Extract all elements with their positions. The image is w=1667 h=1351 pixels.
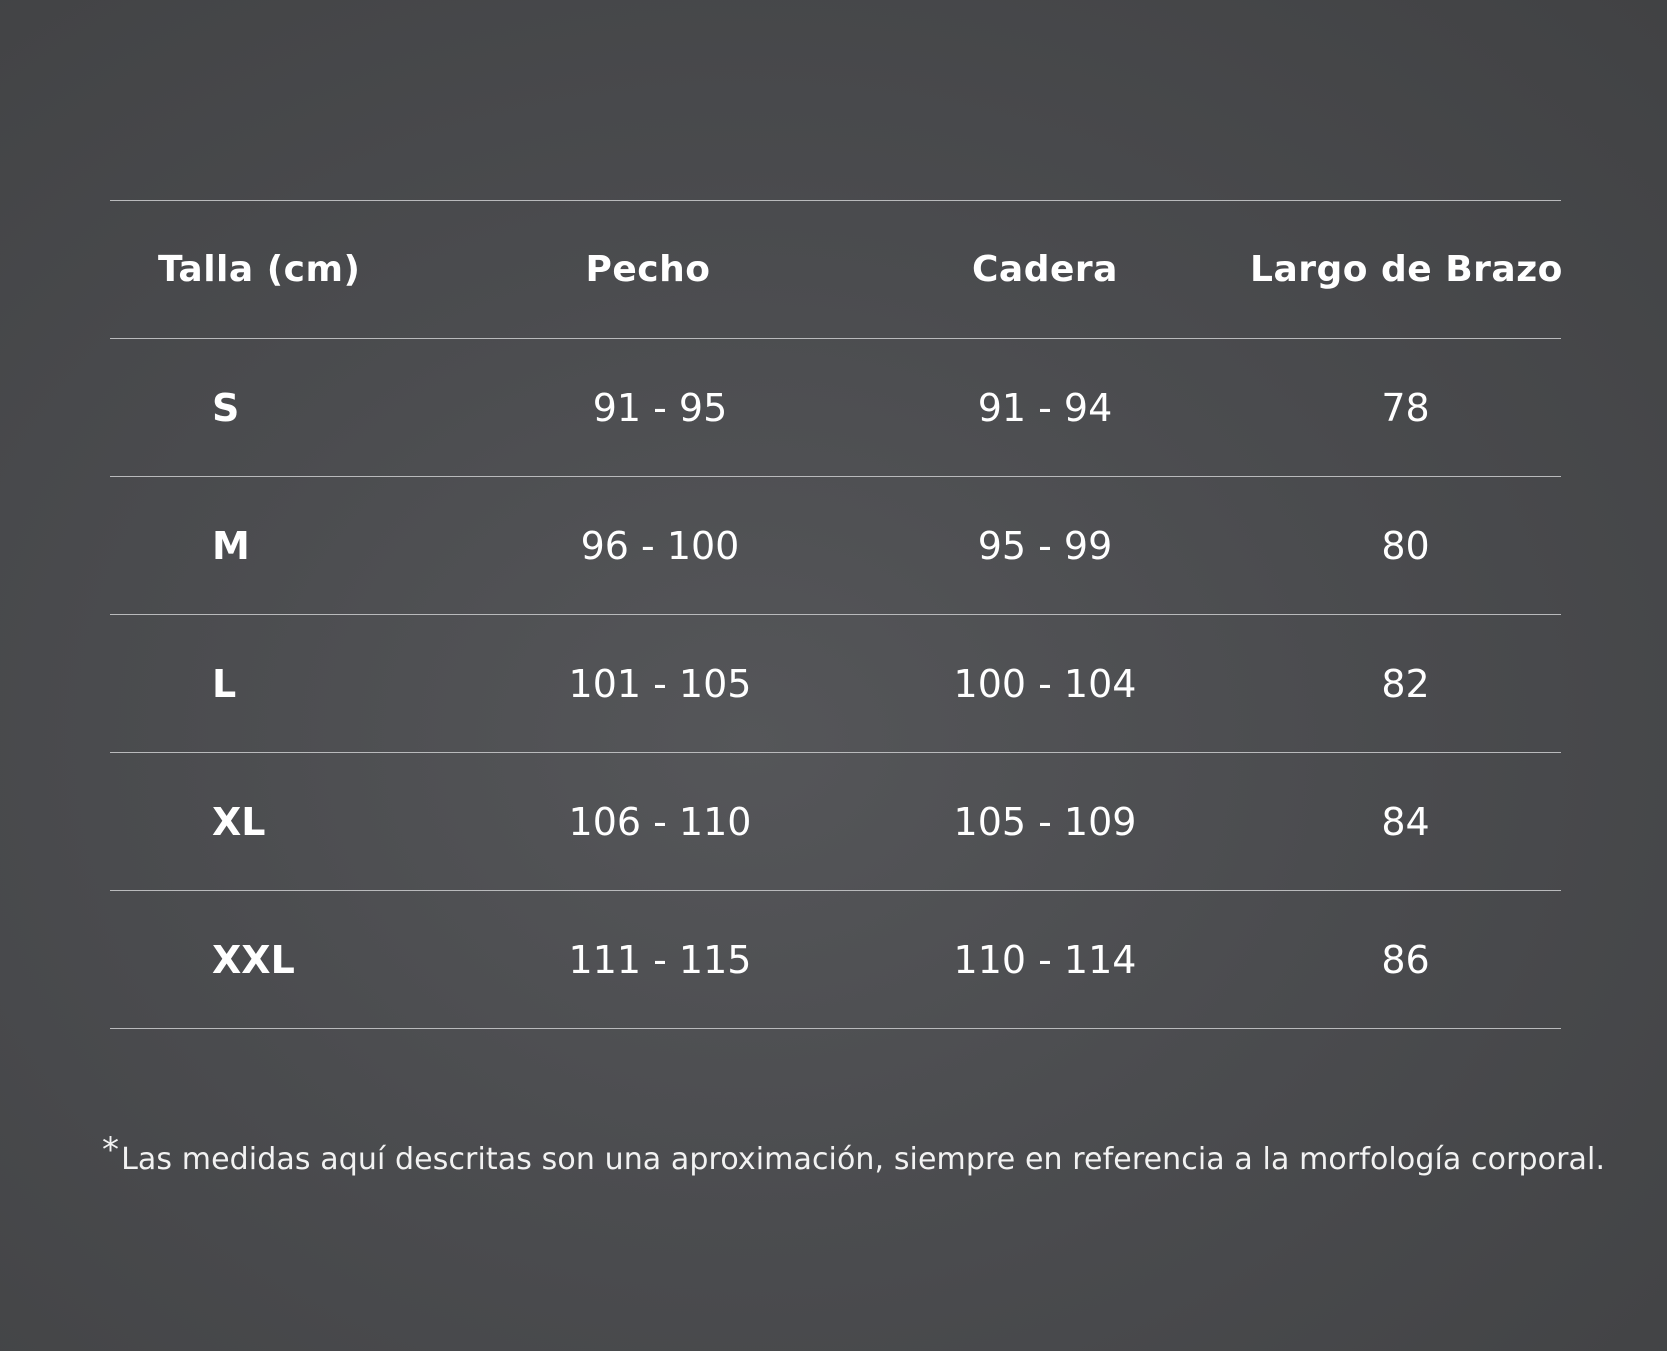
row-chest: 101 - 105 — [568, 661, 752, 706]
header-size: Talla (cm) — [158, 249, 361, 290]
footnote-marker: * — [102, 1130, 120, 1170]
row-size: S — [212, 385, 240, 430]
row-hip: 105 - 109 — [953, 799, 1137, 844]
row-chest: 96 - 100 — [580, 523, 740, 568]
row-hip: 100 - 104 — [953, 661, 1137, 706]
table-header-row — [110, 201, 1561, 339]
row-arm-length: 78 — [1381, 385, 1430, 430]
row-hip: 95 - 99 — [977, 523, 1113, 568]
header-arm-length: Largo de Brazo — [1250, 249, 1563, 290]
footnote — [102, 1130, 1606, 1178]
table-row — [110, 339, 1561, 477]
table-row — [110, 615, 1561, 753]
row-hip: 91 - 94 — [977, 385, 1113, 430]
header-chest: Pecho — [585, 249, 711, 290]
row-chest: 91 - 95 — [592, 385, 728, 430]
row-hip: 110 - 114 — [953, 937, 1137, 982]
row-size: M — [212, 523, 250, 568]
row-arm-length: 86 — [1381, 937, 1430, 982]
row-arm-length: 80 — [1381, 523, 1430, 568]
table-row — [110, 891, 1561, 1029]
row-chest: 106 - 110 — [568, 799, 752, 844]
table-row — [110, 753, 1561, 891]
row-chest: 111 - 115 — [568, 937, 752, 982]
table-row — [110, 477, 1561, 615]
row-size: XXL — [212, 937, 295, 982]
row-size: XL — [212, 799, 266, 844]
size-table — [110, 200, 1561, 1029]
row-size: L — [212, 661, 237, 706]
row-arm-length: 82 — [1381, 661, 1430, 706]
row-arm-length: 84 — [1381, 799, 1430, 844]
header-hip: Cadera — [972, 249, 1118, 290]
footnote-text: Las medidas aquí descritas son una aproximación, siempre en referencia a la morfología corporal. — [121, 1142, 1606, 1177]
